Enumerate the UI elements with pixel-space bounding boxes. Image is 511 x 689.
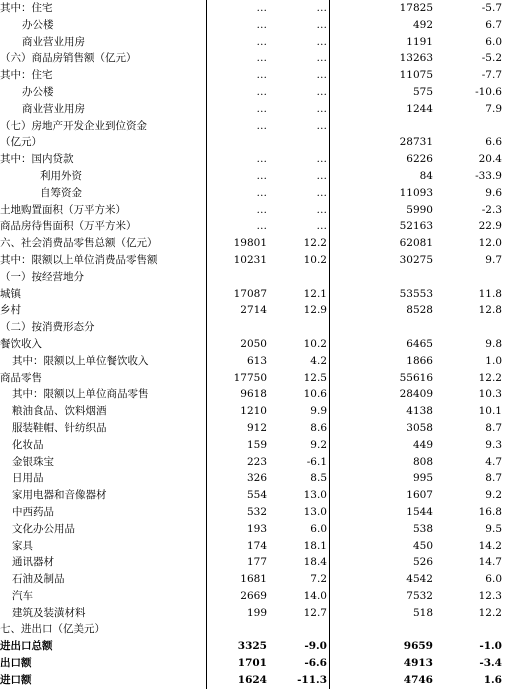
- row-value-month: 2050: [240, 337, 267, 350]
- row-growth-month: …: [316, 69, 327, 82]
- row-value-month: 1210: [240, 405, 267, 418]
- row-growth-month: …: [316, 2, 327, 14]
- row-value-month: …: [256, 85, 267, 98]
- row-label: 出口额: [0, 657, 32, 670]
- table-row: [0, 218, 510, 235]
- row-value-cumulative: 995: [412, 472, 433, 485]
- row-growth-month: 10.2: [303, 337, 327, 350]
- row-label: 文化办公用品: [12, 522, 75, 535]
- row-value-month: 1701: [237, 657, 267, 670]
- row-growth-cumulative: 8.7: [485, 472, 502, 485]
- table-row: [0, 588, 510, 605]
- row-label: 家用电器和音像器材: [12, 489, 107, 502]
- row-growth-cumulative: 7.9: [485, 102, 502, 115]
- row-growth-month: 18.1: [303, 539, 327, 552]
- row-growth-cumulative: -33.9: [475, 169, 502, 182]
- row-label: 七、进出口（亿美元）: [0, 623, 105, 636]
- row-value-month: …: [256, 69, 267, 82]
- row-growth-month: 13.0: [303, 505, 327, 518]
- table-row: [0, 34, 510, 51]
- row-label: （亿元）: [0, 136, 42, 149]
- row-value-cumulative: 9659: [403, 640, 433, 653]
- row-value-month: 17750: [233, 371, 267, 384]
- row-label: 其中：住宅: [0, 2, 53, 14]
- table-row: [0, 336, 510, 353]
- table-row: [0, 50, 510, 67]
- table-row: [0, 302, 510, 319]
- table-row: [0, 151, 510, 168]
- row-growth-cumulative: 22.9: [478, 220, 502, 233]
- row-growth-month: 12.5: [303, 371, 327, 384]
- table-row: [0, 202, 510, 219]
- row-label: 通讯器材: [12, 556, 54, 569]
- row-value-cumulative: 62081: [399, 237, 433, 250]
- row-label: 办公楼: [22, 18, 54, 31]
- row-label: 其中：国内贷款: [0, 153, 74, 166]
- row-value-cumulative: 5990: [406, 203, 433, 216]
- table-row: [0, 504, 510, 521]
- row-growth-cumulative: 16.8: [478, 505, 502, 518]
- table-row: [0, 538, 510, 555]
- row-growth-cumulative: 10.3: [478, 388, 502, 401]
- row-growth-month: …: [316, 18, 327, 31]
- row-growth-month: …: [316, 169, 327, 182]
- row-value-month: …: [256, 35, 267, 48]
- table-row: [0, 319, 510, 336]
- row-value-cumulative: 1244: [406, 102, 433, 115]
- row-growth-cumulative: 6.6: [485, 136, 502, 149]
- row-value-month: …: [256, 2, 267, 14]
- row-growth-cumulative: -2.3: [481, 203, 502, 216]
- row-growth-cumulative: 6.7: [485, 18, 502, 31]
- table-row: [0, 168, 510, 185]
- row-label: 餐饮收入: [0, 337, 42, 350]
- row-label: 汽车: [12, 589, 33, 602]
- row-growth-cumulative: 10.1: [478, 405, 502, 418]
- row-growth-cumulative: -7.7: [481, 69, 502, 82]
- row-label: 其中：住宅: [0, 69, 53, 82]
- row-growth-cumulative: 1.0: [485, 354, 502, 367]
- row-label: 城镇: [0, 287, 21, 300]
- row-value-cumulative: 7532: [406, 589, 433, 602]
- row-value-month: …: [256, 153, 267, 166]
- row-value-cumulative: 11075: [399, 69, 433, 82]
- row-value-month: 613: [246, 354, 267, 367]
- table-row: [0, 118, 510, 135]
- row-label: 其中：限额以上单位商品零售: [12, 388, 149, 401]
- row-value-cumulative: 526: [412, 556, 433, 569]
- row-label: 利用外资: [40, 169, 82, 182]
- row-value-cumulative: 1607: [406, 489, 433, 502]
- row-label: 化妆品: [12, 438, 44, 451]
- row-label: 进出口总额: [0, 640, 53, 653]
- row-value-cumulative: 6465: [406, 337, 433, 350]
- row-value-cumulative: 28409: [399, 388, 433, 401]
- row-growth-month: 18.4: [303, 556, 327, 569]
- row-value-cumulative: 52163: [399, 220, 433, 233]
- row-value-month: …: [256, 119, 267, 132]
- table-row: [0, 370, 510, 387]
- row-growth-month: 6.0: [310, 522, 327, 535]
- row-growth-month: 14.0: [303, 589, 327, 602]
- row-value-cumulative: 11093: [399, 186, 433, 199]
- row-value-cumulative: 17825: [399, 2, 433, 14]
- row-value-cumulative: 55616: [399, 371, 433, 384]
- row-value-cumulative: 808: [412, 455, 433, 468]
- table-row: [0, 521, 510, 538]
- row-value-cumulative: 4138: [406, 405, 433, 418]
- row-label: 家具: [12, 539, 33, 552]
- row-growth-month: …: [316, 153, 327, 166]
- row-label: 商品房待售面积（万平方米）: [0, 220, 137, 233]
- table-row: [0, 17, 510, 34]
- row-growth-cumulative: 14.2: [478, 539, 502, 552]
- row-growth-cumulative: 9.3: [485, 438, 502, 451]
- row-value-cumulative: 13263: [399, 52, 433, 65]
- row-value-month: 159: [246, 438, 267, 451]
- row-label: 商业营业用房: [22, 102, 85, 115]
- row-growth-month: 9.2: [310, 438, 327, 451]
- row-growth-month: 8.6: [310, 421, 327, 434]
- row-value-month: 9618: [240, 388, 267, 401]
- row-growth-month: 7.2: [310, 573, 327, 586]
- row-label: 日用品: [12, 472, 44, 485]
- row-growth-month: -11.3: [297, 673, 327, 686]
- row-value-cumulative: 538: [412, 522, 433, 535]
- row-label: 土地购置面积（万平方米）: [0, 203, 126, 216]
- row-value-cumulative: 84: [419, 169, 433, 182]
- row-label: 商品零售: [0, 371, 42, 384]
- table-row: [0, 621, 510, 638]
- row-growth-cumulative: -1.0: [479, 640, 502, 653]
- row-growth-cumulative: 11.8: [478, 287, 502, 300]
- row-label: 进口额: [0, 673, 32, 686]
- row-label: 办公楼: [22, 85, 54, 98]
- row-value-cumulative: 4913: [403, 657, 433, 670]
- row-growth-cumulative: 14.7: [478, 556, 502, 569]
- row-value-month: 2714: [240, 304, 267, 317]
- row-value-month: 10231: [233, 253, 267, 266]
- table-row: [0, 655, 510, 672]
- row-value-month: 174: [246, 539, 267, 552]
- table-row: [0, 286, 510, 303]
- row-growth-cumulative: 8.7: [485, 421, 502, 434]
- row-value-month: 17087: [233, 287, 267, 300]
- row-growth-month: …: [316, 203, 327, 216]
- row-label: 建筑及装潢材料: [12, 606, 86, 619]
- table-row: [0, 605, 510, 622]
- table-row: [0, 235, 510, 252]
- row-label: 商业营业用房: [22, 35, 85, 48]
- row-growth-month: -6.6: [304, 657, 327, 670]
- row-value-month: …: [256, 203, 267, 216]
- row-value-cumulative: 1191: [406, 35, 433, 48]
- row-growth-cumulative: 20.4: [478, 153, 502, 166]
- row-growth-month: 10.6: [303, 388, 327, 401]
- row-label: （二）按消费形态分: [0, 321, 95, 334]
- row-value-month: …: [256, 18, 267, 31]
- table-row: [0, 487, 510, 504]
- row-value-month: 3325: [237, 640, 267, 653]
- row-growth-cumulative: -5.2: [481, 52, 502, 65]
- row-label: 金银珠宝: [12, 455, 54, 468]
- row-growth-cumulative: 9.2: [485, 489, 502, 502]
- row-growth-month: -9.0: [304, 640, 327, 653]
- row-label: 乡村: [0, 304, 21, 317]
- row-value-cumulative: 1866: [406, 354, 433, 367]
- row-growth-cumulative: 9.5: [485, 522, 502, 535]
- row-growth-cumulative: 12.3: [478, 589, 502, 602]
- row-growth-cumulative: 9.6: [485, 186, 502, 199]
- row-growth-month: …: [316, 220, 327, 233]
- row-growth-cumulative: 12.2: [478, 606, 502, 619]
- table-row: [0, 269, 510, 286]
- table-row: [0, 386, 510, 403]
- row-value-cumulative: 28731: [399, 136, 433, 149]
- row-growth-month: …: [316, 52, 327, 65]
- row-label: （七）房地产开发企业到位资金: [0, 119, 147, 132]
- row-value-month: 532: [246, 505, 267, 518]
- row-growth-month: 9.9: [310, 405, 327, 418]
- row-growth-month: …: [316, 186, 327, 199]
- row-value-month: 19801: [233, 237, 267, 250]
- row-value-month: …: [256, 186, 267, 199]
- row-label: 其中：限额以上单位消费品零售额: [0, 253, 158, 266]
- row-value-month: 1624: [237, 673, 267, 686]
- row-value-cumulative: 518: [412, 606, 433, 619]
- row-value-cumulative: 3058: [406, 421, 433, 434]
- table-row: [0, 420, 510, 437]
- row-value-cumulative: 6226: [406, 153, 433, 166]
- table-row: [0, 185, 510, 202]
- table-row: [0, 67, 510, 84]
- row-growth-cumulative: 6.0: [485, 35, 502, 48]
- row-growth-month: 12.2: [303, 237, 327, 250]
- row-growth-cumulative: -10.6: [475, 85, 502, 98]
- row-growth-month: 10.2: [303, 253, 327, 266]
- row-growth-month: 12.7: [303, 606, 327, 619]
- row-value-month: 177: [246, 556, 267, 569]
- row-value-cumulative: 30275: [399, 253, 433, 266]
- row-label: 自筹资金: [40, 186, 82, 199]
- row-value-cumulative: 449: [412, 438, 433, 451]
- row-value-cumulative: 1544: [406, 505, 433, 518]
- row-value-month: …: [256, 220, 267, 233]
- row-growth-cumulative: 12.8: [478, 304, 502, 317]
- table-row: [0, 0, 510, 17]
- row-growth-month: …: [316, 85, 327, 98]
- table-row: [0, 403, 510, 420]
- row-growth-month: -6.1: [306, 455, 327, 468]
- row-value-cumulative: 575: [412, 85, 433, 98]
- row-value-month: 554: [246, 489, 267, 502]
- row-value-month: 1681: [240, 573, 267, 586]
- table-row: [0, 571, 510, 588]
- row-growth-cumulative: 9.8: [485, 337, 502, 350]
- row-value-month: 193: [246, 522, 267, 535]
- table-row: [0, 638, 510, 655]
- table-row: [0, 470, 510, 487]
- table-row: [0, 84, 510, 101]
- row-value-cumulative: 8528: [406, 304, 433, 317]
- row-label: 服装鞋帽、针纺织品: [12, 421, 107, 434]
- row-value-cumulative: 53553: [399, 287, 433, 300]
- row-value-month: 326: [246, 472, 267, 485]
- row-label: 六、社会消费品零售总额（亿元）: [0, 237, 158, 250]
- row-growth-cumulative: -5.7: [481, 2, 502, 14]
- row-value-month: …: [256, 52, 267, 65]
- row-growth-month: 13.0: [303, 489, 327, 502]
- row-value-month: 223: [246, 455, 267, 468]
- row-value-month: …: [256, 102, 267, 115]
- row-label: （一）按经营地分: [0, 270, 84, 283]
- row-growth-month: …: [316, 119, 327, 132]
- row-growth-month: 12.1: [303, 287, 327, 300]
- table-row: [0, 134, 510, 151]
- table-row: [0, 101, 510, 118]
- row-value-cumulative: 492: [412, 18, 433, 31]
- row-growth-cumulative: 6.0: [485, 573, 502, 586]
- row-value-month: 2669: [240, 589, 267, 602]
- row-growth-month: 8.5: [310, 472, 327, 485]
- table-row: [0, 353, 510, 370]
- row-growth-month: …: [316, 35, 327, 48]
- row-value-month: 912: [246, 421, 267, 434]
- row-growth-cumulative: 12.2: [478, 371, 502, 384]
- row-label: （六）商品房销售额（亿元）: [0, 52, 137, 65]
- row-value-cumulative: 4542: [406, 573, 433, 586]
- table-row: [0, 454, 510, 471]
- table-row: [0, 437, 510, 454]
- row-value-cumulative: 450: [412, 539, 433, 552]
- row-growth-cumulative: -3.4: [479, 657, 502, 670]
- row-growth-cumulative: 12.0: [478, 237, 502, 250]
- row-growth-cumulative: 9.7: [485, 253, 502, 266]
- row-growth-month: …: [316, 102, 327, 115]
- row-value-month: 199: [246, 606, 267, 619]
- row-label: 石油及制品: [12, 573, 65, 586]
- row-growth-month: 12.9: [303, 304, 327, 317]
- row-growth-cumulative: 4.7: [485, 455, 502, 468]
- table-row: [0, 554, 510, 571]
- row-growth-cumulative: 1.6: [483, 673, 502, 686]
- row-value-month: …: [256, 169, 267, 182]
- table-row: [0, 672, 510, 689]
- row-label: 粮油食品、饮料烟酒: [12, 405, 107, 418]
- row-label: 其中：限额以上单位餐饮收入: [12, 354, 149, 367]
- row-value-cumulative: 4746: [403, 673, 433, 686]
- row-label: 中西药品: [12, 505, 54, 518]
- row-growth-month: 4.2: [310, 354, 327, 367]
- table-row: [0, 252, 510, 269]
